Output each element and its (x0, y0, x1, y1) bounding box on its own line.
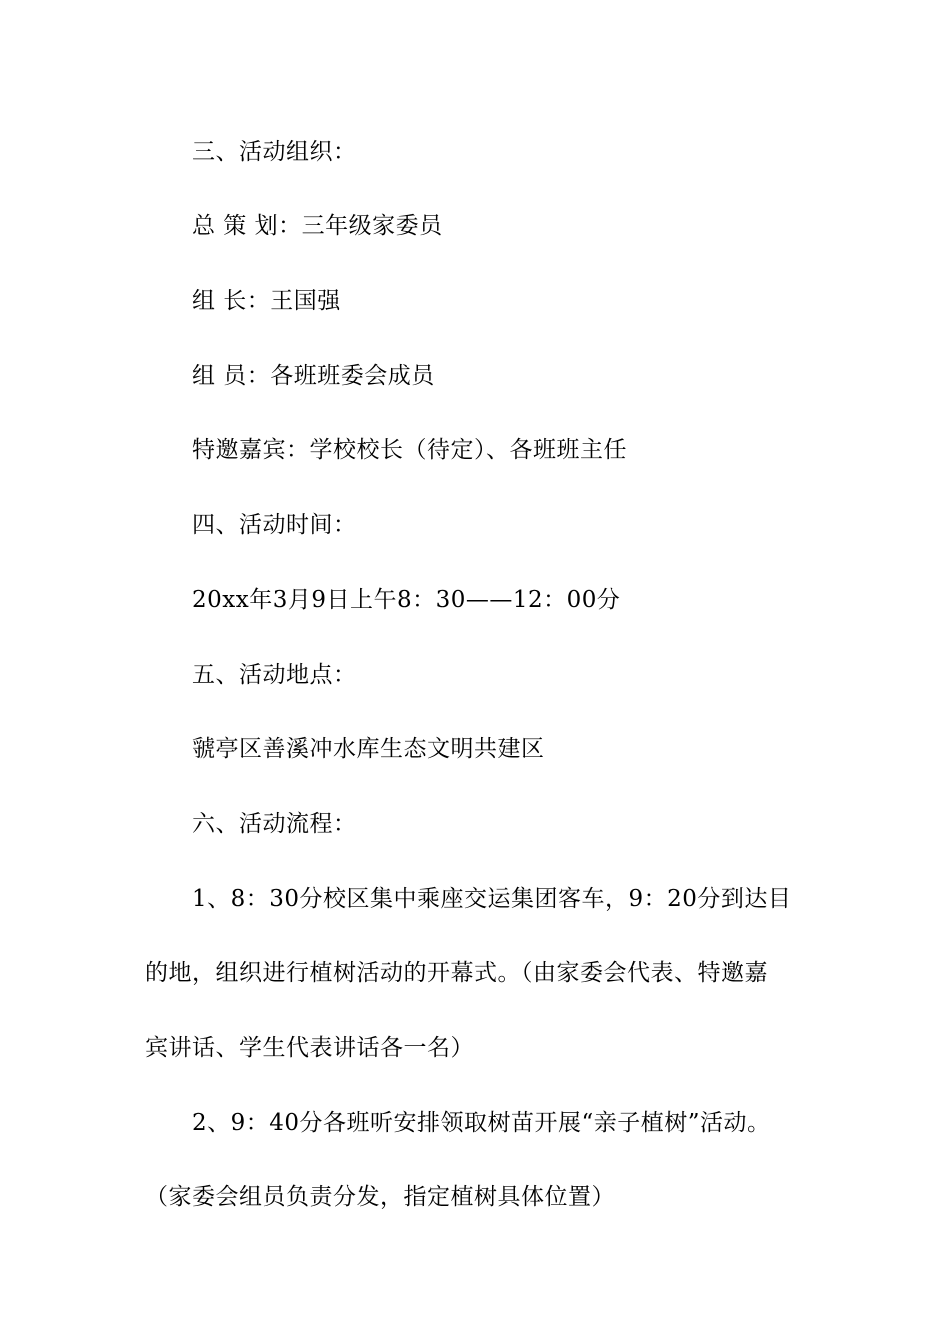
process-step-1-line-1: 1、8：30分校区集中乘座交运集团客车，9：20分到达目 (192, 886, 792, 912)
section-heading-process: 六、活动流程： (192, 811, 357, 837)
activity-time: 20xx年3月9日上午8：30——12：00分 (192, 587, 621, 613)
process-step-1-line-3: 宾讲话、学生代表讲话各一名） (145, 1035, 474, 1061)
section-heading-time: 四、活动时间： (192, 512, 357, 538)
process-step-1-line-2: 的地，组织进行植树活动的开幕式。（由家委会代表、特邀嘉 (145, 960, 768, 986)
section-heading-organization: 三、活动组织： (192, 139, 357, 165)
activity-location: 虢亭区善溪冲水库生态文明共建区 (192, 736, 545, 762)
org-special-guests: 特邀嘉宾：学校校长（待定）、各班班主任 (192, 437, 627, 463)
org-group-members: 组 员：各班班委会成员 (192, 363, 435, 389)
process-step-2-line-2: （家委会组员负责分发，指定植树具体位置） (145, 1184, 615, 1210)
org-chief-planner: 总 策 划：三年级家委员 (192, 213, 443, 239)
process-step-2-line-1: 2、9：40分各班听安排领取树苗开展“亲子植树”活动。 (192, 1110, 771, 1136)
section-heading-location: 五、活动地点： (192, 662, 357, 688)
org-group-leader: 组 长：王国强 (192, 288, 341, 314)
